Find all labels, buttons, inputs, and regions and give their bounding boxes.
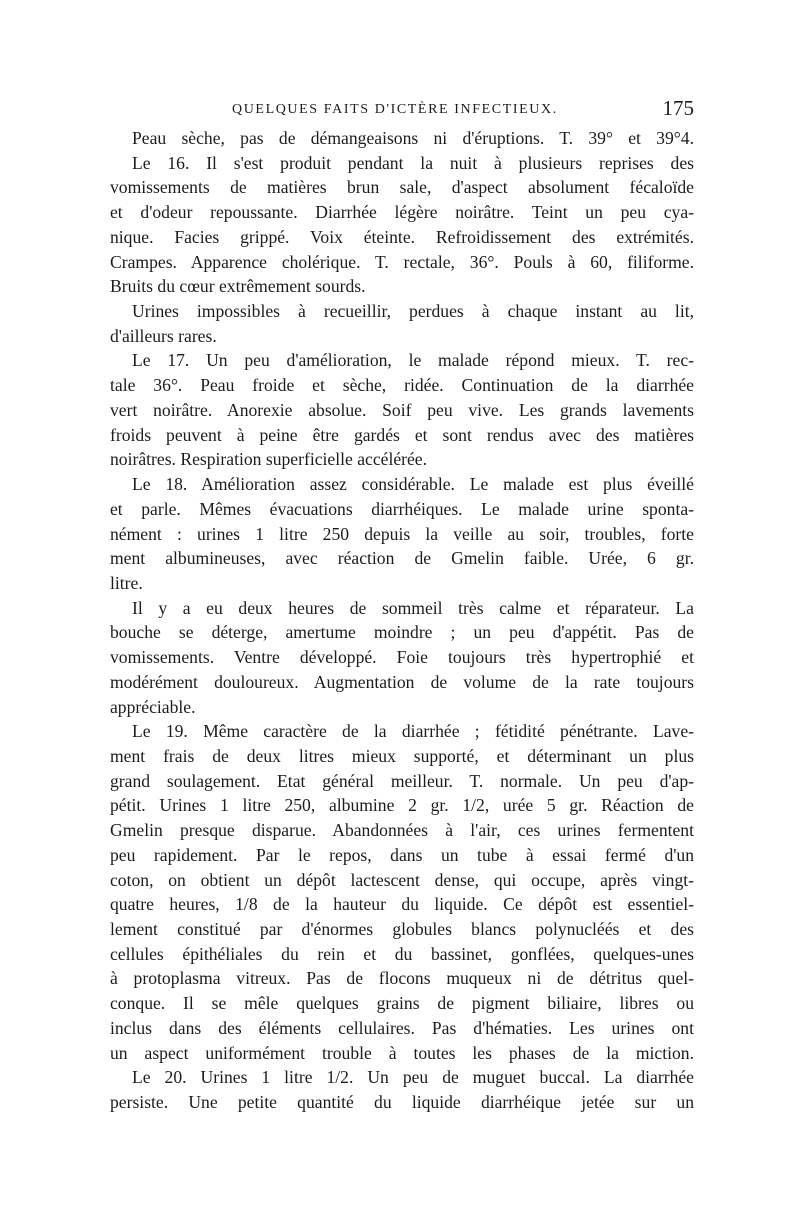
running-title: QUELQUES FAITS D'ICTÈRE INFECTIEUX. — [232, 102, 558, 117]
body-text — [110, 126, 694, 1115]
text-line: lement constitué par d'énormes globules blancs polynucléés et des — [110, 919, 694, 939]
text-line: Il y a eu deux heures de sommeil très calme et réparateur. La — [132, 597, 694, 618]
text-line: grand soulagement. Etat général meilleur. T. normale. Un peu d'ap- — [110, 770, 694, 791]
text-line: conque. Il se mêle quelques grains de pigment biliaire, libres ou — [110, 993, 694, 1014]
text-line: litre. — [110, 572, 143, 593]
text-line: nément : urines 1 litre 250 depuis la veille au soir, troubles, forte — [110, 523, 694, 544]
text-line: d'ailleurs rares. — [110, 325, 217, 346]
text-line: peu rapidement. Par le repos, dans un tube à essai fermé d'un — [110, 844, 694, 865]
text-line: ment frais de deux litres mieux supporté, et déterminant un plus — [110, 745, 694, 766]
text-line: inclus dans des éléments cellulaires. Pas d'hématies. Les urines ont — [110, 1017, 694, 1038]
text-line: et d'odeur repoussante. Diarrhée légère noirâtre. Teint un peu cya- — [110, 202, 694, 223]
text-line: Le 17. Un peu d'amélioration, le malade répond mieux. T. rec- — [132, 350, 694, 371]
text-line: bouche se déterge, amertume moindre ; un peu d'appétit. Pas de — [110, 622, 694, 643]
text-line: cellules épithéliales du rein et du bassinet, gonflées, quelques-unes — [110, 943, 694, 964]
text-line: Le 20. Urines 1 litre 1/2. Un peu de muguet buccal. La diarrhée — [132, 1067, 694, 1088]
text-line: noirâtres. Respiration superficielle accélérée. — [110, 449, 428, 470]
text-line: Urines impossibles à recueillir, perdues à chaque instant au lit, — [132, 301, 694, 322]
text-line: et parle. Mêmes évacuations diarrhéiques. Le malade urine sponta- — [110, 498, 694, 519]
text-line: froids peuvent à peine être gardés et sont rendus avec des matières — [110, 424, 694, 445]
text-line: nique. Facies grippé. Voix éteinte. Refroidissement des extrémités. — [110, 226, 694, 247]
text-line: persiste. Une petite quantité du liquide diarrhéique jetée sur un — [110, 1092, 694, 1113]
text-line: Le 18. Amélioration assez considérable. Le malade est plus éveillé — [132, 474, 694, 495]
text-line: vert noirâtre. Anorexie absolue. Soif peu vive. Les grands lavements — [110, 399, 694, 420]
text-line: Le 16. Il s'est produit pendant la nuit à plusieurs reprises des — [132, 152, 694, 173]
text-line: à protoplasma vitreux. Pas de flocons muqueux ni de détritus quel- — [110, 968, 694, 989]
text-line: Bruits du cœur extrêmement sourds. — [110, 276, 366, 297]
text-line: ment albumineuses, avec réaction de Gmelin faible. Urée, 6 gr. — [110, 548, 694, 569]
text-line: Le 19. Même caractère de la diarrhée ; fétidité pénétrante. Lave- — [132, 721, 694, 742]
text-line: quatre heures, 1/8 de la hauteur du liquide. Ce dépôt est essentiel- — [110, 894, 694, 915]
text-line: pétit. Urines 1 litre 250, albumine 2 gr. 1/2, urée 5 gr. Réaction de — [110, 795, 694, 816]
text-line: Crampes. Apparence cholérique. T. rectale, 36°. Pouls à 60, filiforme. — [110, 251, 694, 272]
text-line: modérément douloureux. Augmentation de volume de la rate toujours — [110, 671, 694, 692]
running-head — [108, 96, 694, 122]
text-line: appréciable. — [110, 696, 196, 717]
text-line: tale 36°. Peau froide et sèche, ridée. Continuation de la diarrhée — [110, 375, 694, 396]
text-line: un aspect uniformément trouble à toutes les phases de la miction. — [110, 1042, 694, 1063]
text-line: Peau sèche, pas de démangeaisons ni d'éruptions. T. 39° et 39°4. — [132, 128, 694, 148]
text-line: Gmelin presque disparue. Abandonnées à l'air, ces urines fermentent — [110, 820, 694, 841]
page-number: 175 — [662, 96, 694, 120]
text-line: coton, on obtient un dépôt lactescent dense, qui occupe, après vingt- — [110, 869, 694, 890]
text-line: vomissements de matières brun sale, d'aspect absolument fécaloïde — [110, 177, 694, 198]
text-line: vomissements. Ventre développé. Foie toujours très hypertrophié et — [110, 647, 694, 668]
